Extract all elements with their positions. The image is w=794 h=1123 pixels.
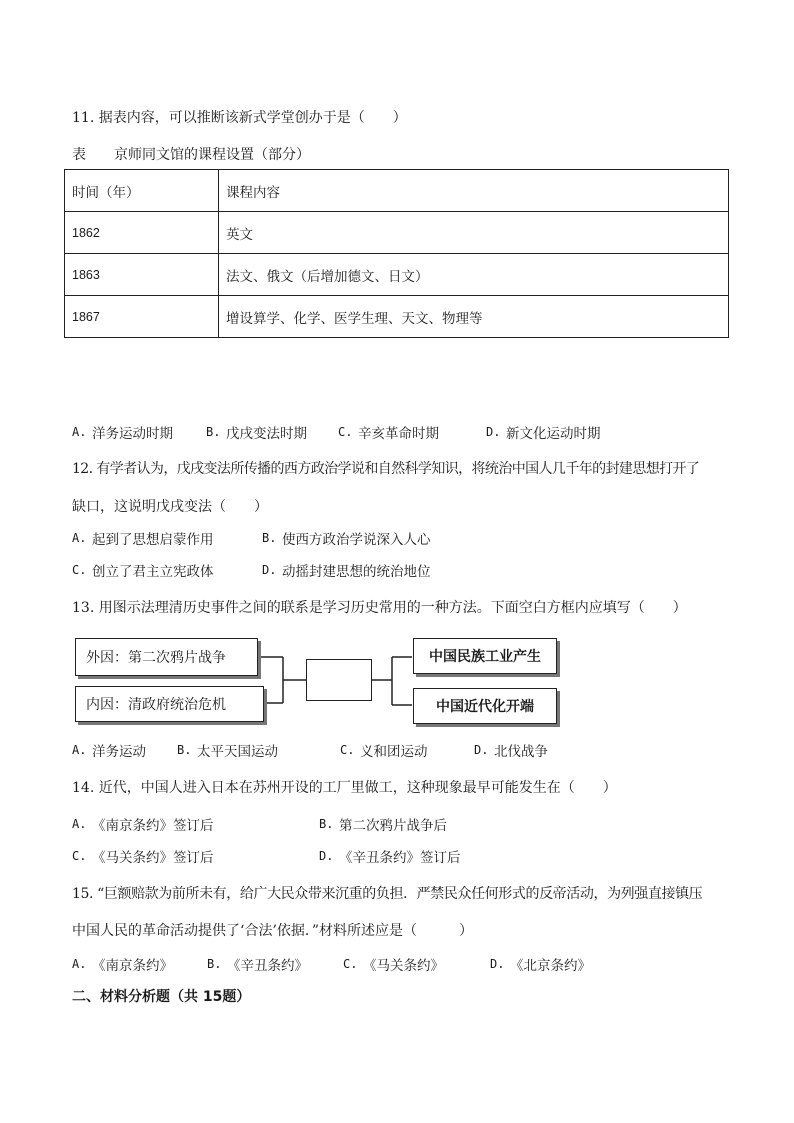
option-a[interactable]: 《南京条约》 [92, 958, 173, 974]
option-label: A. [72, 743, 87, 757]
header-content: 课程内容 [219, 170, 729, 212]
result-box-2: 中国近代化开端 [413, 688, 557, 724]
option-label: D. [486, 425, 501, 439]
option-label: C. [72, 849, 87, 863]
option-label: A. [72, 425, 87, 439]
option-label: B. [262, 531, 277, 545]
option-a[interactable]: 起到了思想启蒙作用 [92, 532, 214, 548]
header-year: 时间（年） [65, 170, 219, 212]
option-c[interactable]: 《马关条约》 [363, 958, 444, 974]
option-c[interactable]: 创立了君主立宪政体 [92, 564, 214, 580]
cell-content: 增设算学、化学、医学生理、天文、物理等 [219, 296, 729, 338]
option-a[interactable]: 《南京条约》签订后 [92, 818, 214, 834]
option-label: B. [177, 743, 192, 757]
q14-stem: 14. 近代，中国人进入日本在苏州开设的工厂里做工，这种现象最早可能发生在（ ） [72, 780, 617, 796]
option-label: D. [490, 957, 505, 971]
cell-content: 法文、俄文（后增加德文、日文） [219, 254, 729, 296]
option-label: B. [206, 425, 221, 439]
option-label: D. [474, 743, 489, 757]
option-d[interactable]: 《辛丑条约》签订后 [339, 850, 461, 866]
q13-stem: 13. 用图示法理清历史事件之间的联系是学习历史常用的一种方法。下面空白方框内应填写（ ） [72, 600, 687, 616]
result-box-1: 中国民族工业产生 [413, 638, 557, 674]
option-label: A. [72, 957, 87, 971]
q12-stem-line1: 12. 有学者认为，戊戌变法所传播的西方政治学说和自然科学知识，将统治中国人几千年的封建思想打开了 [72, 461, 700, 477]
cell-year: 1863 [65, 254, 219, 296]
option-a[interactable]: 洋务运动时期 [92, 426, 173, 442]
q12-stem-line2: 缺口，这说明戊戌变法（ ） [72, 499, 268, 515]
option-label: C. [338, 425, 353, 439]
blank-answer-box[interactable] [306, 659, 372, 701]
cell-year: 1862 [65, 212, 219, 254]
option-label: B. [319, 817, 334, 831]
option-label: B. [207, 957, 222, 971]
option-d[interactable]: 动摇封建思想的统治地位 [282, 564, 431, 580]
option-c[interactable]: 辛亥革命时期 [358, 426, 439, 442]
q11-stem: 11. 据表内容，可以推断该新式学堂创办于是（ ） [72, 110, 407, 126]
q11-table-caption: 表 京师同文馆的课程设置（部分） [72, 147, 310, 163]
option-d[interactable]: 北伐战争 [494, 744, 548, 760]
option-label: D. [319, 849, 334, 863]
option-b[interactable]: 《辛丑条约》 [227, 958, 308, 974]
option-d[interactable]: 《北京条约》 [510, 958, 591, 974]
option-label: C. [343, 957, 358, 971]
cause-external-box: 外因：第二次鸦片战争 [75, 638, 258, 676]
q15-stem-line2: 中国人民的革命活动提供了‘合法’依据．”材料所述应是（ ） [72, 923, 474, 939]
cause-internal-box: 内因：清政府统治危机 [75, 686, 264, 722]
cell-content: 英文 [219, 212, 729, 254]
option-d[interactable]: 新文化运动时期 [506, 426, 601, 442]
option-label: A. [72, 817, 87, 831]
option-label: D. [262, 563, 277, 577]
option-label: A. [72, 531, 87, 545]
section-heading: 二、材料分析题（共 15题） [72, 989, 251, 1005]
option-b[interactable]: 戊戌变法时期 [226, 426, 307, 442]
option-b[interactable]: 第二次鸦片战争后 [339, 818, 447, 834]
option-a[interactable]: 洋务运动 [92, 744, 146, 760]
option-b[interactable]: 太平天国运动 [197, 744, 278, 760]
option-c[interactable]: 义和团运动 [360, 744, 428, 760]
option-label: C. [340, 743, 355, 757]
option-b[interactable]: 使西方政治学说深入人心 [282, 532, 431, 548]
q15-stem-line1: 15. “巨额赔款为前所未有，给广大民众带来沉重的负担．严禁民众任何形式的反帝活动，为列强直接镇压 [72, 886, 703, 902]
cell-year: 1867 [65, 296, 219, 338]
option-label: C. [72, 563, 87, 577]
option-c[interactable]: 《马关条约》签订后 [92, 850, 214, 866]
